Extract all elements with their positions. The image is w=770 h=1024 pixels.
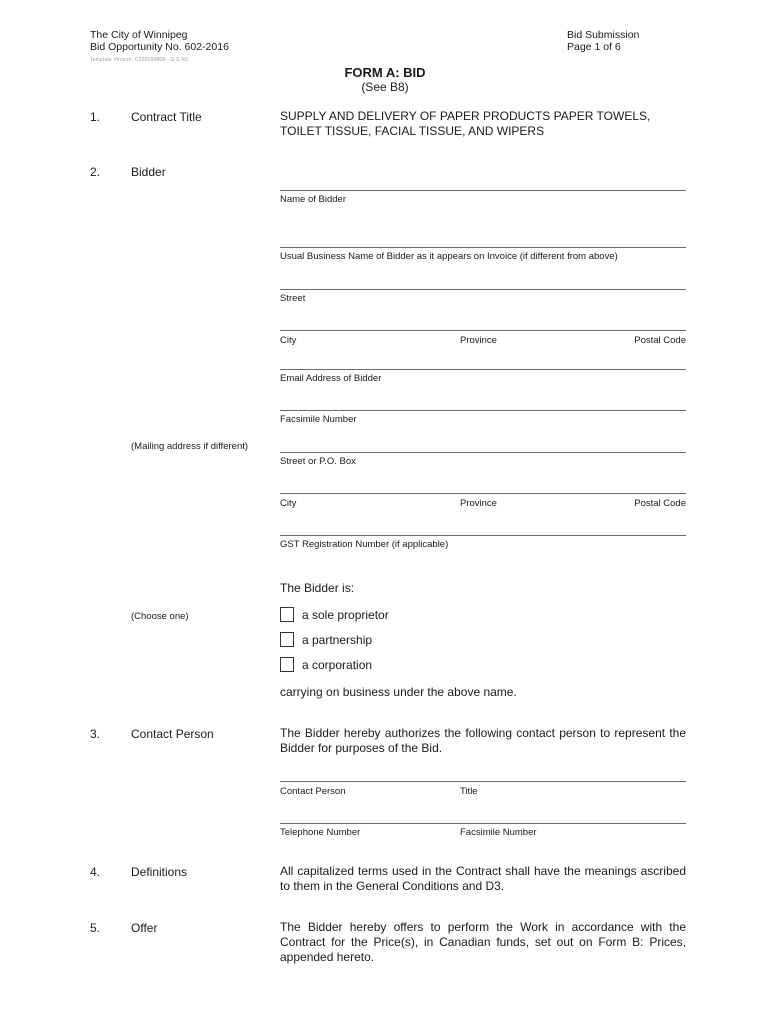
business-name-label: Usual Business Name of Bidder as it appears on Invoice (if different from above): [280, 251, 618, 262]
province-label: Province: [460, 335, 497, 346]
sole-proprietor-label: a sole proprietor: [302, 608, 389, 622]
gst-input[interactable]: [280, 535, 686, 536]
section-2-label: Bidder: [131, 165, 166, 179]
contract-title-line-2: TOILET TISSUE, FACIAL TISSUE, AND WIPERS: [280, 124, 545, 138]
section-1-label: Contract Title: [131, 110, 202, 124]
name-of-bidder-input[interactable]: [280, 190, 686, 191]
org-name: The City of Winnipeg: [90, 29, 188, 41]
section-2-number: 2.: [90, 165, 101, 179]
section-1-number: 1.: [90, 110, 101, 124]
mailing-province-label: Province: [460, 498, 497, 509]
corporation-checkbox[interactable]: [280, 657, 294, 672]
section-4-label: Definitions: [131, 865, 188, 879]
gst-label: GST Registration Number (if applicable): [280, 539, 449, 550]
city-label: City: [280, 335, 297, 346]
mailing-postal-code-label: Postal Code: [634, 498, 686, 509]
mailing-street-input[interactable]: [280, 452, 686, 453]
carrying-on-business-text: carrying on business under the above name.: [280, 685, 517, 699]
name-of-bidder-label: Name of Bidder: [280, 194, 347, 205]
template-version: Template Version: C220160808 - G S RD: [90, 57, 189, 63]
page-number: Page 1 of 6: [567, 41, 621, 53]
facsimile-label: Facsimile Number: [280, 414, 357, 425]
email-label: Email Address of Bidder: [280, 373, 382, 384]
contact-person-title-input[interactable]: [280, 781, 686, 782]
mailing-address-note: (Mailing address if different): [131, 441, 249, 452]
telephone-label: Telephone Number: [280, 827, 361, 838]
contact-person-label: Contact Person: [280, 786, 346, 797]
form-title: FORM A: BID: [344, 65, 426, 80]
street-input[interactable]: [280, 289, 686, 290]
section-4-number: 4.: [90, 865, 101, 879]
facsimile-input[interactable]: [280, 410, 686, 411]
city-province-postal-input[interactable]: [280, 330, 686, 331]
postal-code-label: Postal Code: [634, 335, 686, 346]
section-3-number: 3.: [90, 727, 101, 741]
mailing-city-label: City: [280, 498, 297, 509]
partnership-label: a partnership: [302, 633, 373, 647]
choose-one-note: (Choose one): [131, 611, 189, 622]
section-5-number: 5.: [90, 921, 101, 935]
sole-proprietor-checkbox[interactable]: [280, 607, 294, 622]
mailing-street-label: Street or P.O. Box: [280, 456, 356, 467]
title-label: Title: [460, 786, 478, 797]
contract-title-line-1: SUPPLY AND DELIVERY OF PAPER PRODUCTS PAPER TOWELS,: [280, 109, 651, 123]
street-label: Street: [280, 293, 306, 304]
telephone-fax-input[interactable]: [280, 823, 686, 824]
business-name-input[interactable]: [280, 247, 686, 248]
section-5-label: Offer: [131, 921, 158, 935]
contact-person-text: The Bidder hereby authorizes the following contact person to represent the Bidder for purposes of the Bid.: [280, 726, 686, 755]
section-3-label: Contact Person: [131, 727, 214, 741]
definitions-text: All capitalized terms used in the Contract shall have the meanings ascribed to them in the General Conditions and D3.: [280, 864, 686, 893]
corporation-label: a corporation: [302, 658, 373, 672]
bidder-is-heading: The Bidder is:: [280, 581, 355, 595]
mailing-city-province-postal-input[interactable]: [280, 493, 686, 494]
bid-number: Bid Opportunity No. 602-2016: [90, 41, 229, 53]
submission-label: Bid Submission: [567, 29, 640, 41]
form-subtitle: (See B8): [361, 80, 409, 94]
contact-facsimile-label: Facsimile Number: [460, 827, 537, 838]
email-input[interactable]: [280, 369, 686, 370]
partnership-checkbox[interactable]: [280, 632, 294, 647]
offer-text: The Bidder hereby offers to perform the Work in accordance with the Contract for the Price(s), in Canadian funds, set out on Form B: Prices, appended hereto.: [280, 920, 686, 964]
